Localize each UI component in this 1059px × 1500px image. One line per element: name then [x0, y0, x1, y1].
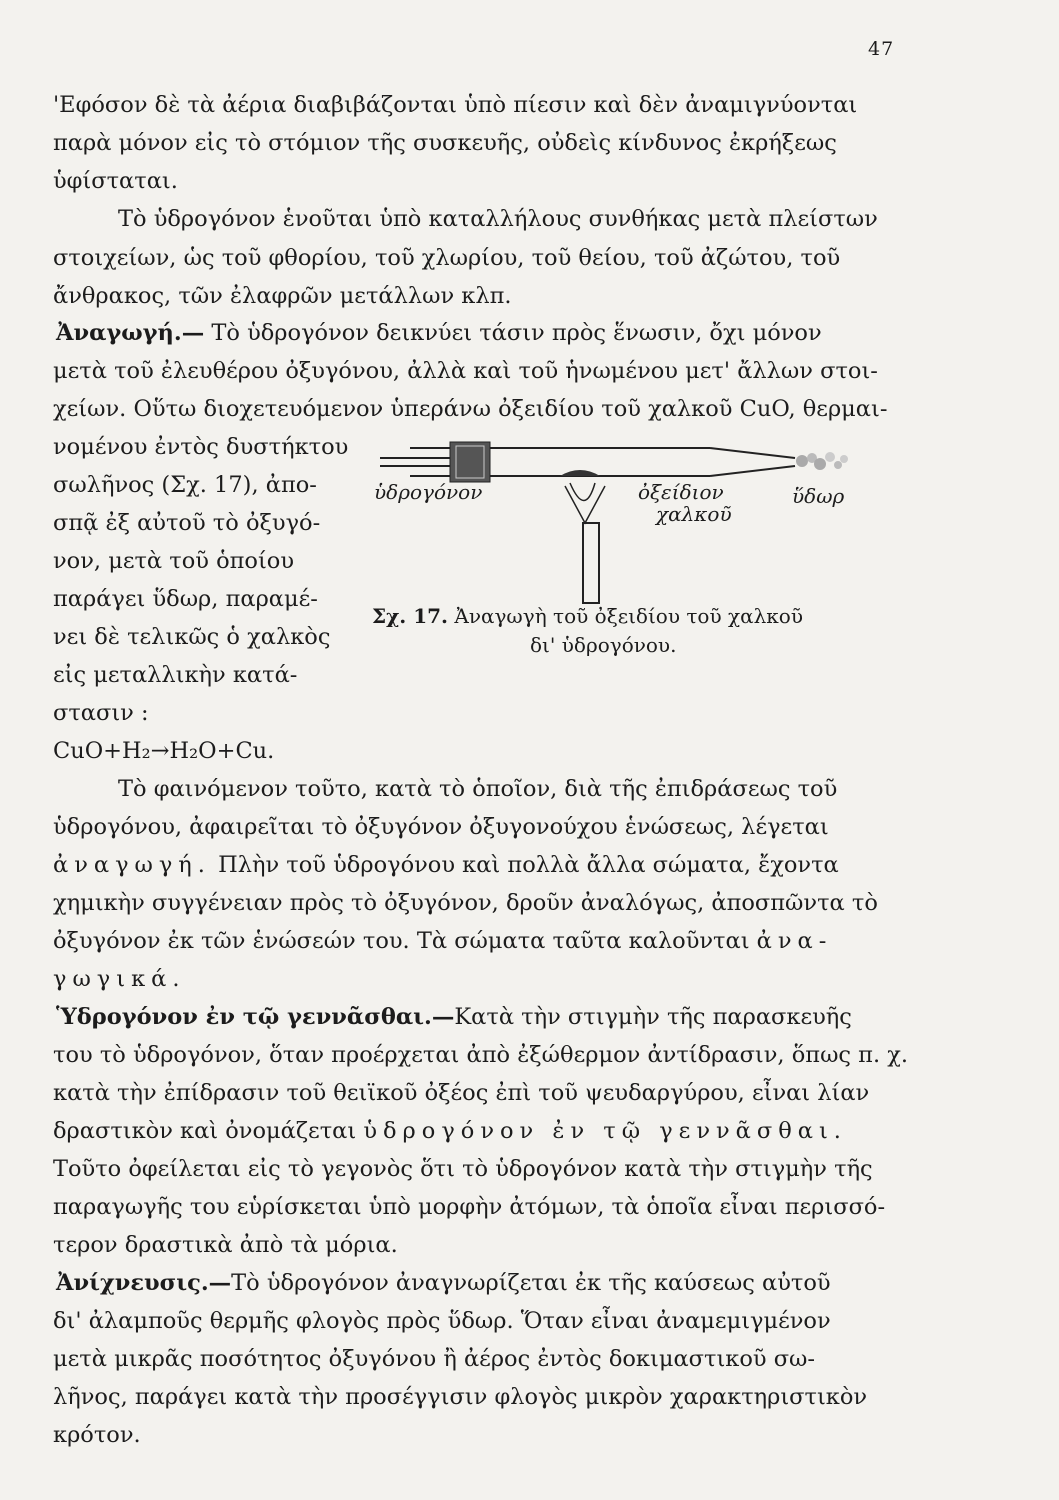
text-line: παράγει ὕδωρ, παραμέ-: [53, 586, 318, 612]
text-span: Κατὰ τὴν στιγμὴν τῆς παρασκευῆς: [454, 1004, 852, 1030]
label-water: ὕδωρ: [792, 484, 845, 508]
spaced-term: γωγικά.: [53, 966, 186, 992]
figure-17: [370, 428, 890, 632]
section-heading-nascent: Ὑδρογόνον ἐν τῷ γεννᾶσθαι.—: [56, 1004, 455, 1030]
text-line: χημικὴν συγγένειαν πρὸς τὸ ὀξυγόνον, δροῦν ἀναλόγως, ἀποσπῶντα τὸ: [53, 890, 878, 916]
text-line: μετὰ τοῦ ἐλευθέρου ὀξυγόνου, ἀλλὰ καὶ τοῦ ἡνωμένου μετ' ἄλλων στοι-: [53, 358, 878, 384]
figure-caption-line-1: [372, 604, 803, 628]
text-line: χείων. Οὕτω διοχετευόμενον ὑπεράνω ὀξειδίου τοῦ χαλκοῦ CuO, θερμαι-: [53, 396, 888, 422]
text-line: [53, 850, 839, 880]
text-line: του τὸ ὑδρογόνον, ὅταν προέρχεται ἀπὸ ἐξώθερμον ἀντίδρασιν, ὅπως π. χ.: [53, 1042, 909, 1068]
text-line: λῆνος, παράγει κατὰ τὴν προσέγγισιν φλογὸς μικρὸν χαρακτηριστικὸν: [53, 1384, 868, 1410]
text-line: κατὰ τὴν ἐπίδρασιν τοῦ θειϊκοῦ ὀξέος ἐπὶ τοῦ ψευδαργύρου, εἶναι λίαν: [53, 1080, 870, 1106]
text-span: Τὸ ὑδρογόνον ἀναγνωρίζεται ἐκ τῆς καύσεως αὐτοῦ: [231, 1270, 831, 1296]
text-span: ὀξυγόνον ἐκ τῶν ἑνώσεών του. Τὰ σώματα ταῦτα καλοῦνται: [53, 928, 750, 954]
text-line: νει δὲ τελικῶς ὁ χαλκὸς: [53, 624, 331, 650]
text-line: σπᾷ ἐξ αὐτοῦ τὸ ὀξυγό-: [53, 510, 321, 536]
chemical-equation: CuO+H₂→H₂O+Cu.: [53, 738, 275, 764]
text-line: σωλῆνος (Σχ. 17), ἀπο-: [53, 472, 317, 498]
text-line: παραγωγῆς του εὑρίσκεται ὑπὸ μορφὴν ἀτόμων, τὰ ὁποῖα εἶναι περισσό-: [53, 1194, 886, 1220]
label-oxide: ὀξείδιον: [638, 480, 724, 504]
section-heading-line: [56, 1002, 852, 1032]
page-number: 47: [868, 38, 895, 60]
text-span: δραστικὸν καὶ ὀνομάζεται: [53, 1118, 357, 1144]
text-line: [53, 926, 832, 956]
text-line: εἰς μεταλλικὴν κατά-: [53, 662, 298, 688]
section-heading-line: [56, 1268, 831, 1298]
spaced-term: ἀναγωγή.: [53, 852, 211, 878]
text-line: ὑδρογόνου, ἀφαιρεῖται τὸ ὀξυγόνον ὀξυγονούχου ἑνώσεως, λέγεται: [53, 814, 829, 840]
apparatus-diagram: [370, 428, 890, 628]
spaced-term: ὑδρογόνον ἐν τῷ γεννᾶσθαι.: [363, 1118, 847, 1144]
text-line: ἄνθρακος, τῶν ἐλαφρῶν μετάλλων κλπ.: [53, 283, 512, 309]
text-line: [53, 1116, 847, 1146]
text-line: Τοῦτο ὀφείλεται εἰς τὸ γεγονὸς ὅτι τὸ ὑδρογόνον κατὰ τὴν στιγμὴν τῆς: [53, 1156, 873, 1182]
figure-caption-line-2: δι' ὑδρογόνου.: [530, 633, 677, 657]
text-line: μετὰ μικρᾶς ποσότητος ὀξυγόνου ἢ ἀέρος ἐντὸς δοκιμαστικοῦ σω-: [53, 1346, 816, 1372]
text-line: στοιχείων, ὡς τοῦ φθορίου, τοῦ χλωρίου, τοῦ θείου, τοῦ ἀζώτου, τοῦ: [53, 245, 841, 271]
text-line: [53, 964, 185, 994]
text-line: δι' ἀλαμποῦς θερμῆς φλογὸς πρὸς ὕδωρ. Ὅταν εἶναι ἀναμεμιγμένον: [53, 1308, 831, 1334]
figure-caption-text: Ἀναγωγὴ τοῦ ὀξειδίου τοῦ χαλκοῦ: [454, 604, 803, 628]
text-span: Πλὴν τοῦ ὑδρογόνου καὶ πολλὰ ἄλλα σώματα, ἔχοντα: [218, 852, 839, 878]
section-heading-line: [56, 318, 822, 348]
text-line: Τὸ ὑδρογόνον ἑνοῦται ὑπὸ καταλλήλους συνθήκας μετὰ πλείστων: [118, 206, 878, 232]
text-line: ὑφίσταται.: [53, 168, 178, 194]
text-line: κρότον.: [53, 1422, 141, 1448]
text-line: στασιν :: [53, 700, 149, 726]
label-copper: χαλκοῦ: [656, 502, 732, 526]
text-line: 'Εφόσον δὲ τὰ ἀέρια διαβιβάζονται ὑπὸ πίεσιν καὶ δὲν ἀναμιγνύονται: [53, 92, 858, 118]
text-line: παρὰ μόνον εἰς τὸ στόμιον τῆς συσκευῆς, οὐδεὶς κίνδυνος ἐκρήξεως: [53, 130, 837, 156]
section-heading-reduction: Ἀναγωγή.—: [56, 320, 205, 346]
text-line: νομένου ἐντὸς δυστήκτου: [53, 434, 349, 460]
section-heading-detection: Ἀνίχνευσις.—: [56, 1270, 232, 1296]
text-line: τερον δραστικὰ ἀπὸ τὰ μόρια.: [53, 1232, 398, 1258]
text-span: Τὸ ὑδρογόνον δεικνύει τάσιν πρὸς ἕνωσιν, ὄχι μόνον: [211, 320, 822, 346]
figure-caption-number: Σχ. 17.: [372, 604, 449, 628]
text-line: νον, μετὰ τοῦ ὁποίου: [53, 548, 295, 574]
label-hydrogen: ὑδρογόνον: [374, 480, 483, 504]
text-line: Τὸ φαινόμενον τοῦτο, κατὰ τὸ ὁποῖον, διὰ τῆς ἐπιδράσεως τοῦ: [118, 776, 838, 802]
spaced-term: ἀνα-: [756, 928, 833, 954]
